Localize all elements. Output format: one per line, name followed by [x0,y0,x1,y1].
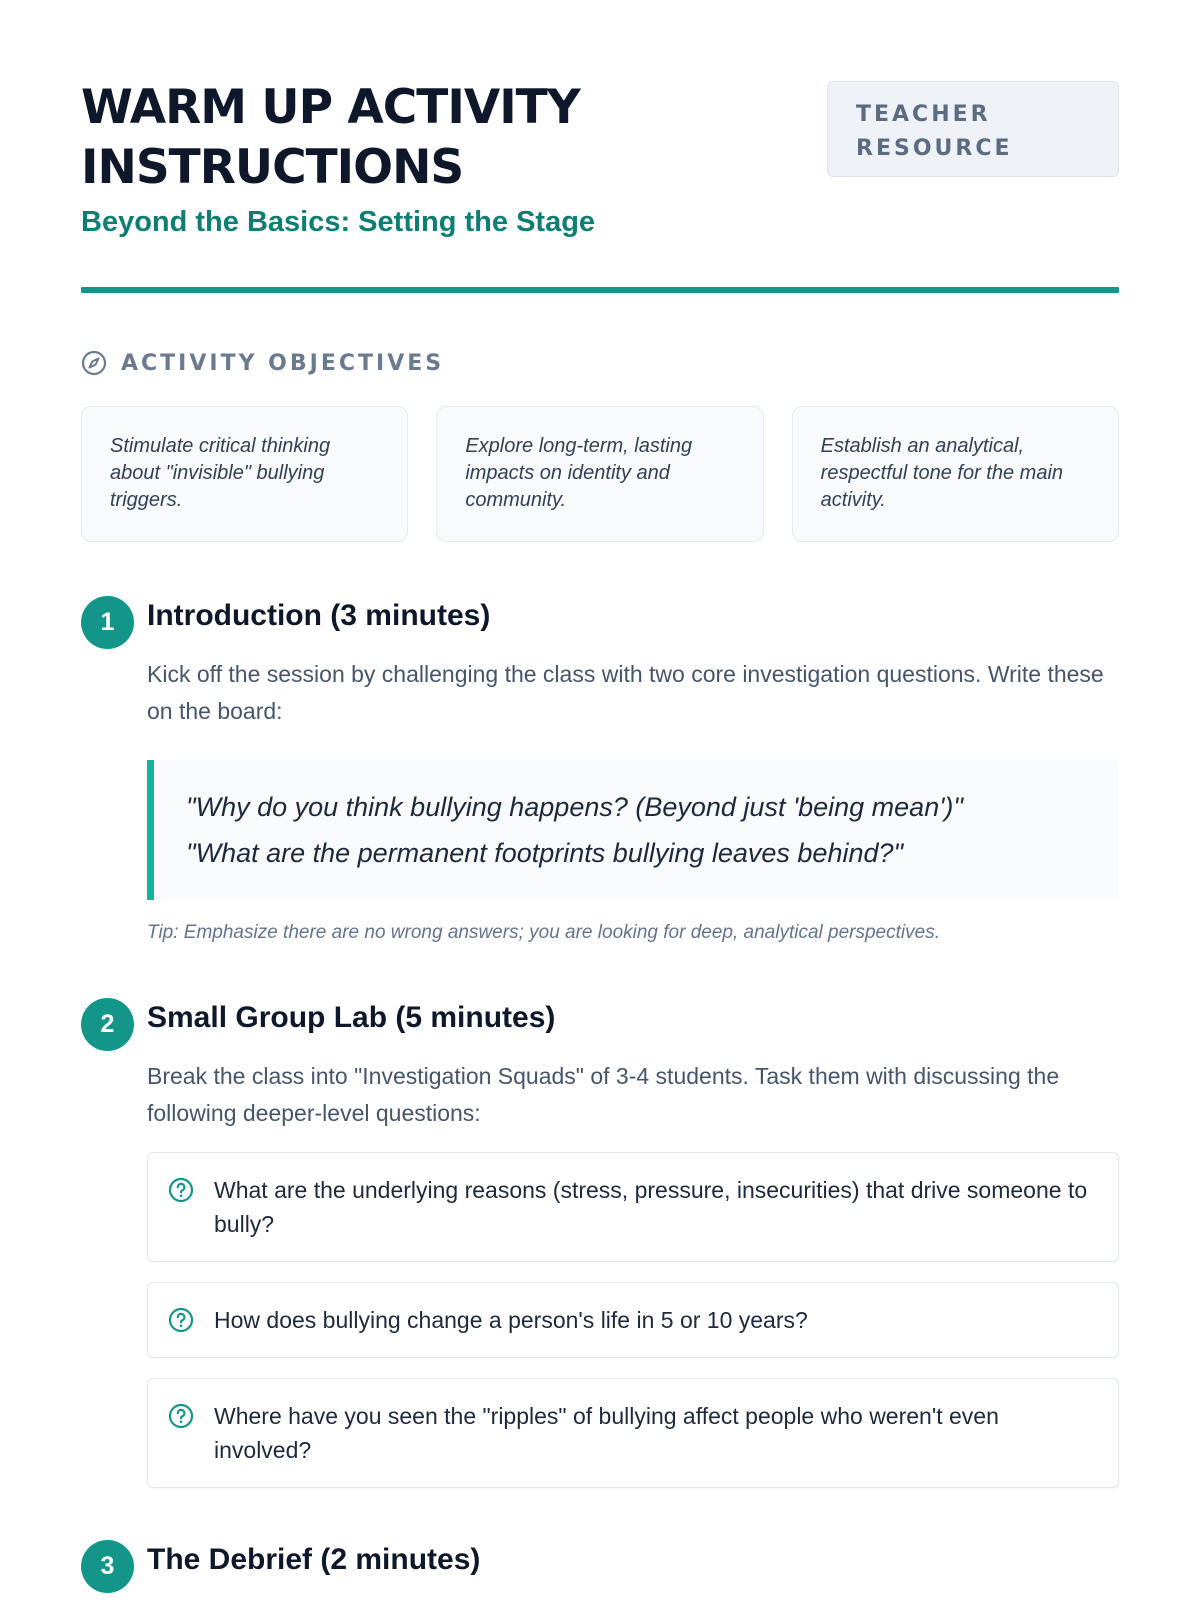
question-card [147,1282,1119,1358]
question-card [147,1152,1119,1262]
question-text: What are the underlying reasons (stress, pressure, insecurities) that drive someone to bully? [214,1177,1088,1237]
step-introduction [81,594,1119,946]
step-title: The Debrief (2 minutes) [147,1543,481,1576]
page-title: WARM UP ACTIVITY INSTRUCTIONS [81,80,580,195]
objectives-heading-label: ACTIVITY OBJECTIVES [121,350,445,376]
teacher-resource-badge: TEACHER RESOURCE [827,81,1119,177]
objectives-grid [81,406,1119,542]
objective-card: Establish an analytical, respectful tone for the main activity. [792,406,1119,542]
header-divider [81,287,1119,293]
step-title: Introduction (3 minutes) [147,599,491,632]
compass-icon [81,350,107,376]
objective-card: Explore long-term, lasting impacts on identity and community. [436,406,763,542]
objectives-heading [81,350,1119,376]
step-description: Kick off the session by challenging the class with two core investigation questions. Write these on the board: [147,661,1104,724]
quote-line: "Why do you think bullying happens? (Beyond just 'being mean')" [186,792,963,822]
question-list [147,1152,1119,1488]
step-description: Break the class into "Investigation Squads" of 3-4 students. Task them with discussing the following deeper-level questions: [147,1063,1060,1126]
header [81,0,1119,238]
step-number: 1 [81,596,134,649]
question-text: How does bullying change a person's life in 5 or 10 years? [214,1307,808,1333]
quote-line: "What are the permanent footprints bullying leaves behind?" [186,838,904,868]
question-card [147,1378,1119,1488]
question-circle-icon [168,1177,194,1203]
step-number: 2 [81,998,134,1051]
step-small-group-lab [81,996,1119,1488]
step-debrief [81,1538,1119,1582]
question-circle-icon [168,1307,194,1333]
board-questions-quote [147,760,1119,900]
question-circle-icon [168,1403,194,1429]
step-number: 3 [81,1540,134,1593]
teacher-tip: Tip: Emphasize there are no wrong answers; you are looking for deep, analytical perspectives. [147,922,940,943]
objective-card: Stimulate critical thinking about "invisible" bullying triggers. [81,406,408,542]
page-subtitle: Beyond the Basics: Setting the Stage [81,206,596,238]
step-title: Small Group Lab (5 minutes) [147,1001,556,1034]
question-text: Where have you seen the "ripples" of bullying affect people who weren't even involved? [214,1403,999,1463]
